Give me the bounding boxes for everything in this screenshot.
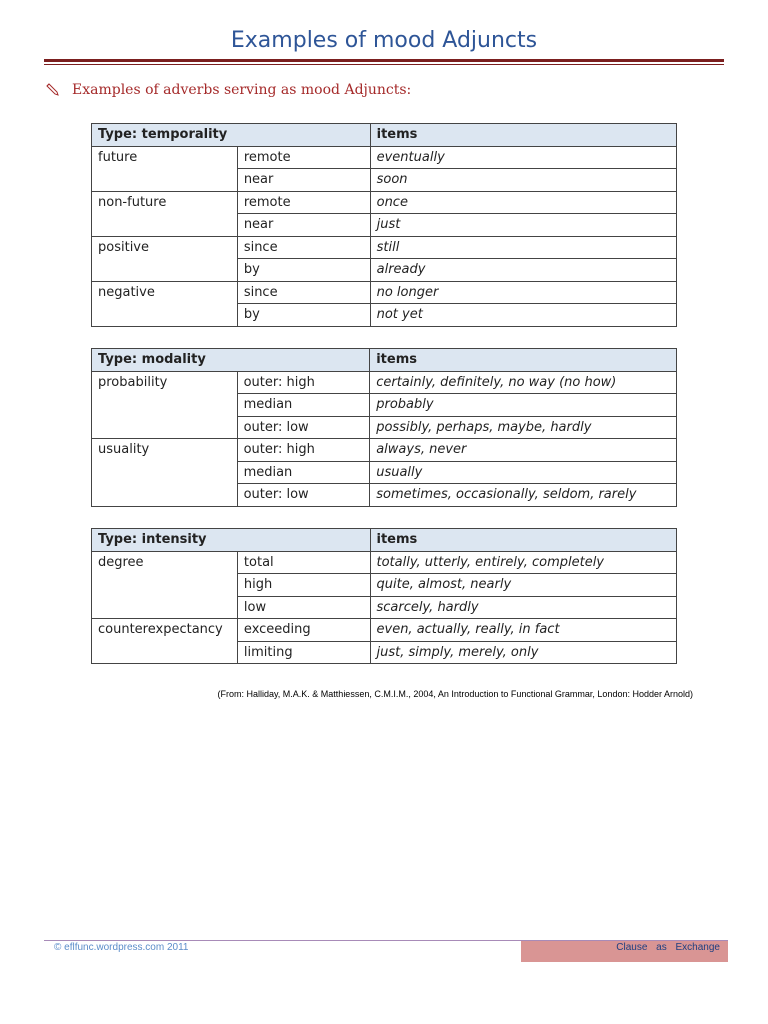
sub-cell: by <box>237 259 370 282</box>
page-title: Examples of mood Adjuncts <box>230 28 538 53</box>
table-row <box>92 236 677 259</box>
items-cell: scarcely, hardly <box>370 596 677 619</box>
table-row <box>92 259 677 282</box>
group-cell <box>92 304 238 327</box>
items-cell: already <box>370 259 676 282</box>
items-cell: probably <box>370 394 677 417</box>
group-cell <box>92 214 238 237</box>
temporality-table <box>91 123 677 327</box>
table-row <box>92 619 677 642</box>
table-row <box>92 304 677 327</box>
group-cell: negative <box>92 281 238 304</box>
type-header: Type: intensity <box>92 529 371 552</box>
table-header-row <box>92 124 677 147</box>
group-cell <box>92 416 238 439</box>
items-cell: just, simply, merely, only <box>370 641 677 664</box>
table-row <box>92 574 677 597</box>
title-rule-thick <box>44 59 724 62</box>
sub-cell: remote <box>237 191 370 214</box>
table-row <box>92 394 677 417</box>
items-cell: totally, utterly, entirely, completely <box>370 551 677 574</box>
sub-cell: total <box>237 551 370 574</box>
type-header: Type: temporality <box>92 124 371 147</box>
items-header: items <box>370 124 676 147</box>
table-row <box>92 484 677 507</box>
items-header: items <box>370 349 677 372</box>
group-cell: usuality <box>92 439 238 462</box>
sub-cell: exceeding <box>237 619 370 642</box>
sub-cell: since <box>237 236 370 259</box>
sub-cell: median <box>237 394 370 417</box>
group-cell <box>92 484 238 507</box>
sub-cell: low <box>237 596 370 619</box>
source-citation: (From: Halliday, M.A.K. & Matthiessen, C.M.I.M., 2004, An Introduction to Functional Grammar, London: Hodder Arnold) <box>217 689 693 699</box>
sub-cell: limiting <box>237 641 370 664</box>
sub-cell: remote <box>237 146 370 169</box>
table-row <box>92 169 677 192</box>
sub-cell: median <box>237 461 370 484</box>
table-row <box>92 596 677 619</box>
items-cell: quite, almost, nearly <box>370 574 677 597</box>
group-cell <box>92 259 238 282</box>
items-header: items <box>370 529 677 552</box>
items-cell: possibly, perhaps, maybe, hardly <box>370 416 677 439</box>
items-cell: always, never <box>370 439 677 462</box>
group-cell <box>92 641 238 664</box>
items-cell: even, actually, really, in fact <box>370 619 677 642</box>
type-header: Type: modality <box>92 349 370 372</box>
group-cell: counterexpectancy <box>92 619 238 642</box>
sub-cell: since <box>237 281 370 304</box>
group-cell: non-future <box>92 191 238 214</box>
table-header-row <box>92 349 677 372</box>
sub-cell: near <box>237 214 370 237</box>
items-cell: sometimes, occasionally, seldom, rarely <box>370 484 677 507</box>
intensity-table <box>91 528 677 664</box>
sub-cell: by <box>237 304 370 327</box>
table-row <box>92 281 677 304</box>
pencil-icon <box>46 83 60 97</box>
items-cell: no longer <box>370 281 676 304</box>
title-rule-thin <box>44 64 724 65</box>
intro-line <box>46 82 411 98</box>
table-row <box>92 416 677 439</box>
group-cell: probability <box>92 371 238 394</box>
sub-cell: high <box>237 574 370 597</box>
sub-cell: outer: low <box>237 484 370 507</box>
table-row <box>92 641 677 664</box>
table-row <box>92 461 677 484</box>
table-row <box>92 214 677 237</box>
sub-cell: outer: high <box>237 371 370 394</box>
group-cell <box>92 574 238 597</box>
items-cell: usually <box>370 461 677 484</box>
items-cell: eventually <box>370 146 676 169</box>
group-cell <box>92 461 238 484</box>
group-cell: degree <box>92 551 238 574</box>
table-header-row <box>92 529 677 552</box>
items-cell: not yet <box>370 304 676 327</box>
group-cell <box>92 169 238 192</box>
items-cell: just <box>370 214 676 237</box>
table-row <box>92 439 677 462</box>
sub-cell: near <box>237 169 370 192</box>
sub-cell: outer: high <box>237 439 370 462</box>
group-cell <box>92 394 238 417</box>
table-row <box>92 371 677 394</box>
modality-table <box>91 348 677 507</box>
group-cell <box>92 596 238 619</box>
group-cell: future <box>92 146 238 169</box>
group-cell: positive <box>92 236 238 259</box>
footer-chapter-label: Clause as Exchange <box>521 941 728 962</box>
intro-text: Examples of adverbs serving as mood Adjuncts: <box>72 82 412 98</box>
items-cell: still <box>370 236 676 259</box>
table-row <box>92 551 677 574</box>
sub-cell: outer: low <box>237 416 370 439</box>
footer-copyright: © eflfunc.wordpress.com 2011 <box>54 942 189 953</box>
table-row <box>92 146 677 169</box>
table-row <box>92 191 677 214</box>
items-cell: soon <box>370 169 676 192</box>
items-cell: certainly, definitely, no way (no how) <box>370 371 677 394</box>
items-cell: once <box>370 191 676 214</box>
